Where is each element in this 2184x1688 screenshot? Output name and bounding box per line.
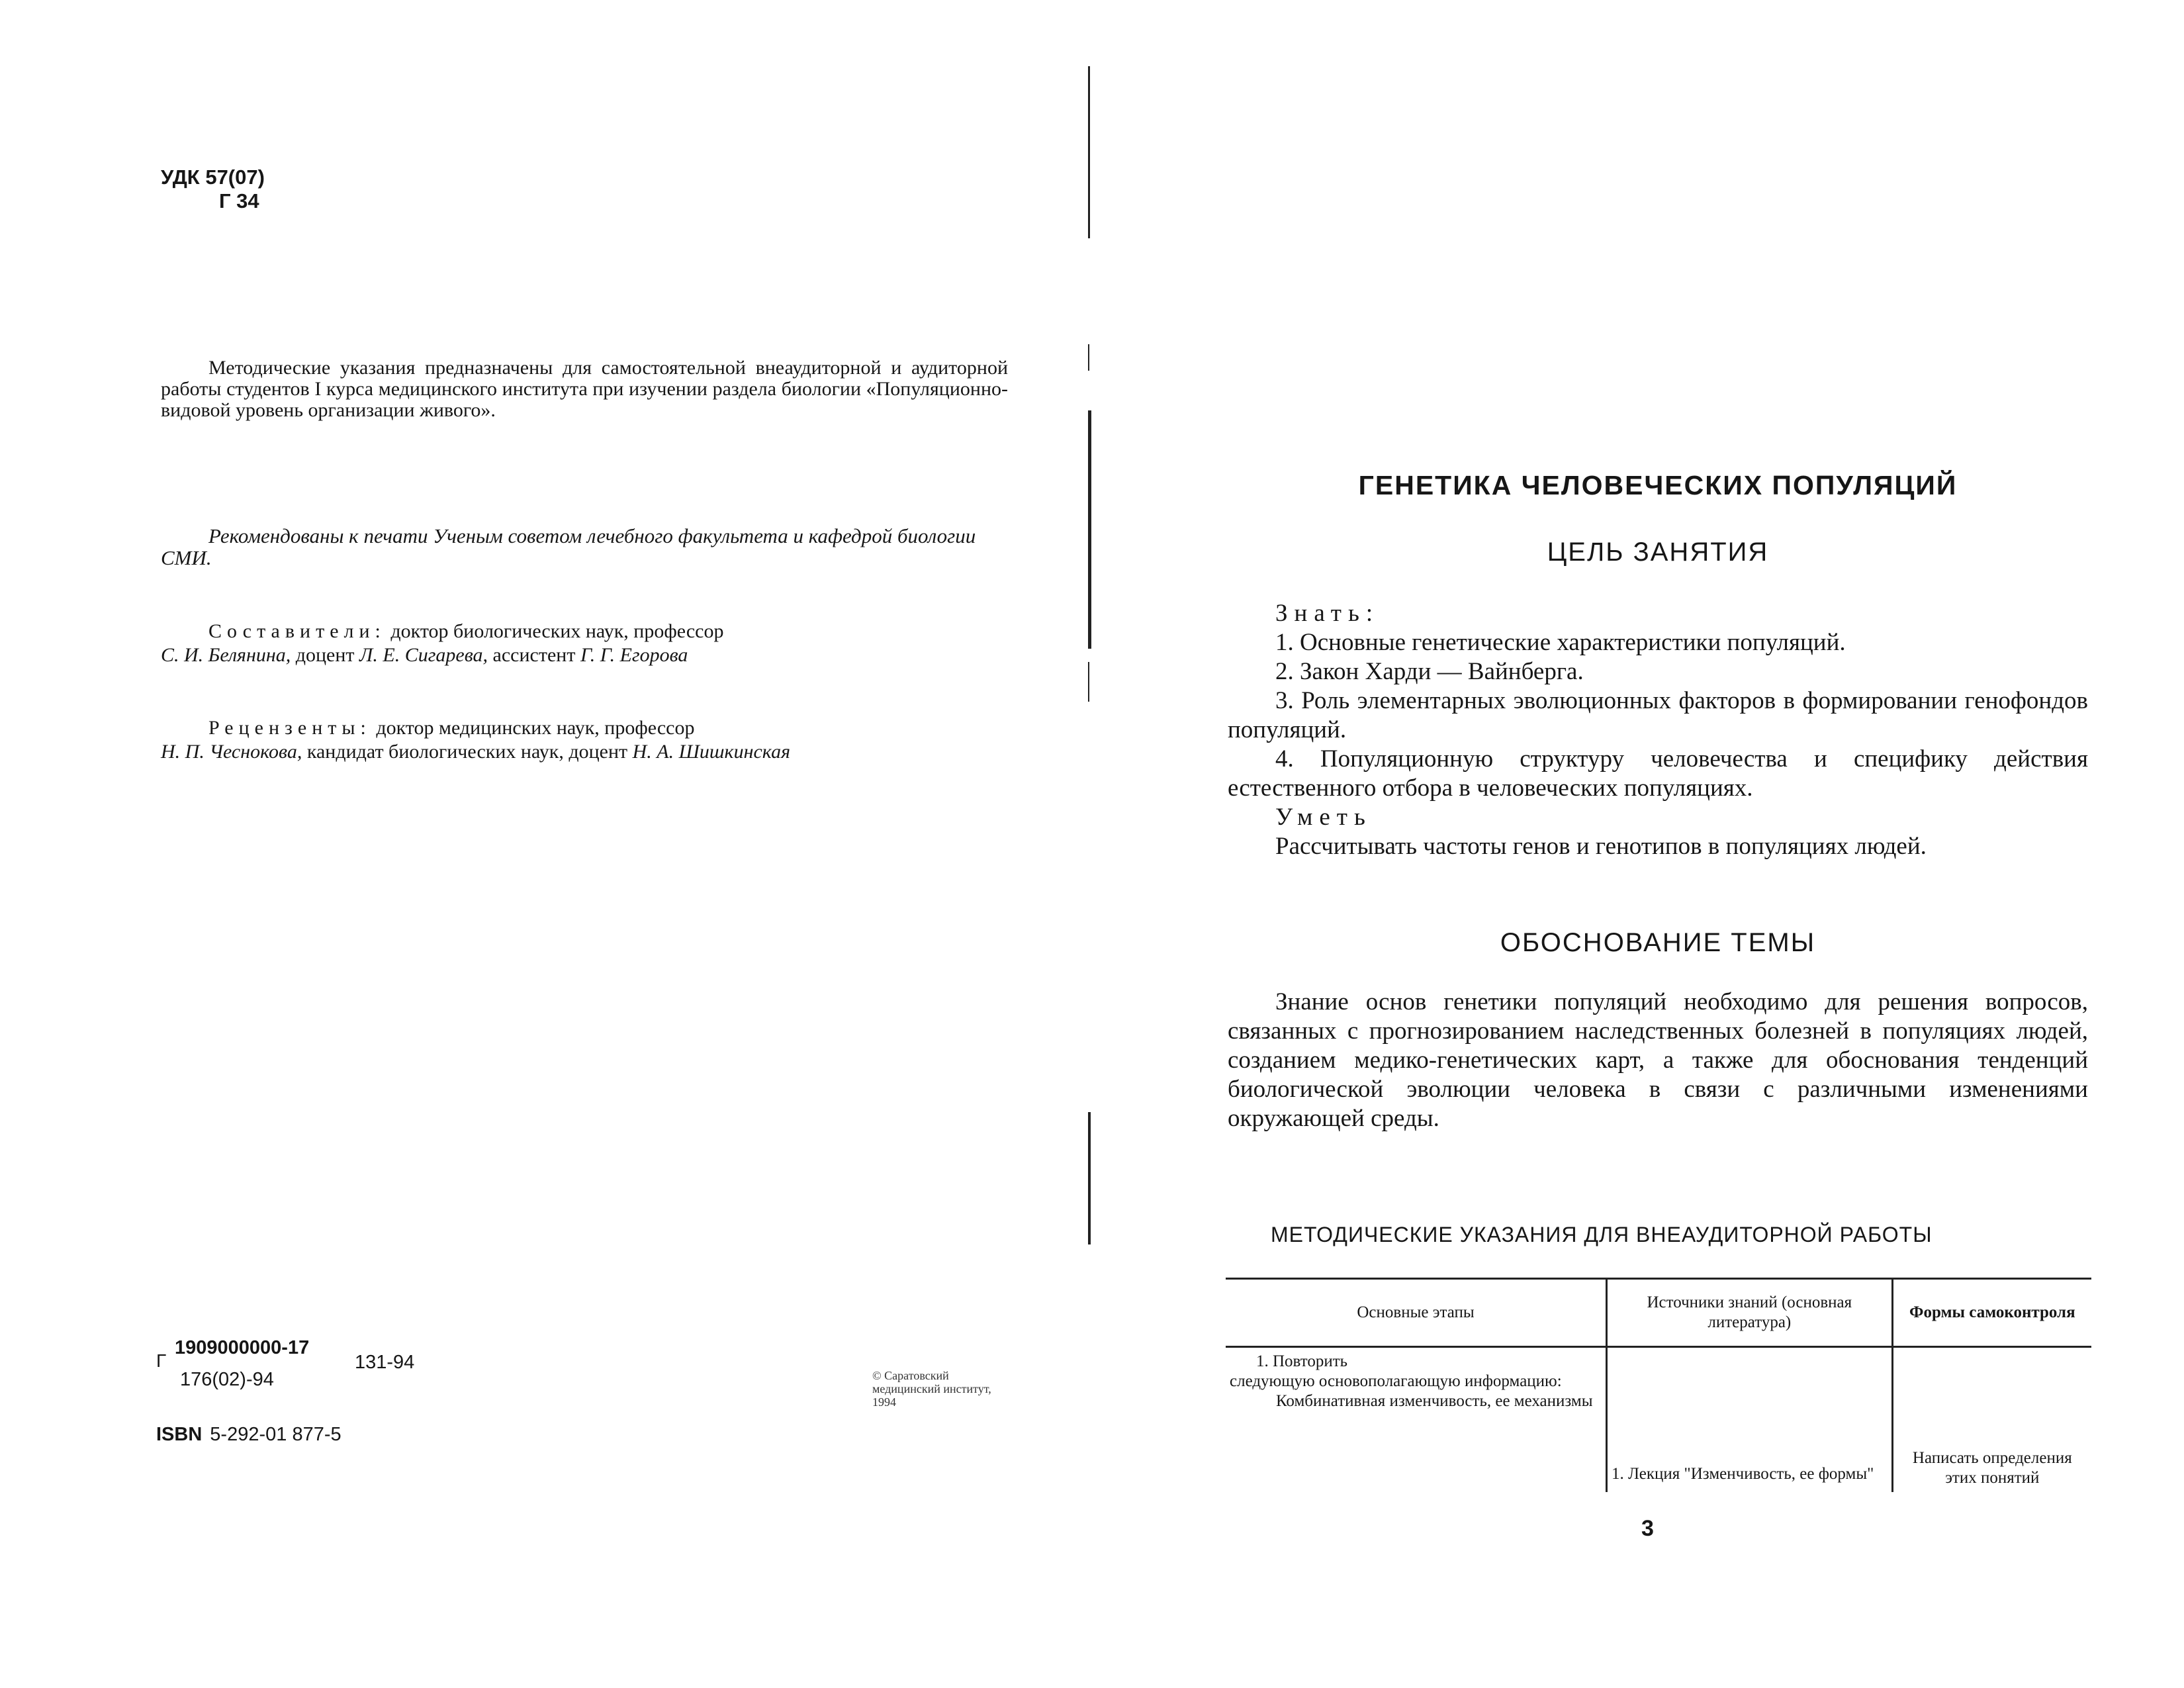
compiler-role-3: ассистент bbox=[492, 644, 576, 666]
know-item-2: 2. Закон Харди — Вайнберга. bbox=[1275, 658, 1584, 685]
page-number: 3 bbox=[1641, 1516, 1654, 1541]
isbn-label: ISBN bbox=[156, 1424, 203, 1445]
copyright-note: © Саратовский медицинский институт, 1994 bbox=[872, 1369, 991, 1409]
page-title: ГЕНЕТИКА ЧЕЛОВЕЧЕСКИХ ПОПУЛЯЦИЙ bbox=[1358, 470, 1958, 500]
know-item-1: 1. Основные генетические характеристики популяций. bbox=[1275, 629, 1846, 656]
udk-classification bbox=[161, 165, 265, 213]
header-sources: Источники знаний (основная литература) bbox=[1607, 1279, 1893, 1347]
catalog-numerator: 1909000000-17 bbox=[175, 1337, 310, 1358]
table-header-row bbox=[1226, 1279, 2091, 1347]
stages-table bbox=[1226, 1278, 2091, 1492]
can-text: Рассчитывать частоты генов и генотипов в популяциях людей. bbox=[1275, 833, 1927, 860]
stage-line-3: Комбинативная изменчивость, ее механизмы bbox=[1276, 1392, 1593, 1410]
compiler-name-2: Л. Е. Сигарева, bbox=[359, 644, 488, 666]
isbn bbox=[156, 1424, 341, 1446]
compiler-name-3: Г. Г. Егорова bbox=[580, 644, 688, 666]
can-label: Уметь bbox=[1275, 804, 1372, 831]
compiler-name-1: С. И. Белянина, bbox=[161, 644, 291, 666]
catalog-denominator: 176(02)-94 bbox=[180, 1369, 274, 1390]
isbn-value: 5-292-01 877-5 bbox=[210, 1424, 341, 1445]
know-item-4: 4. Популяционную структуру человечества и специфику действия естественного отбора в человеческих популяциях. bbox=[1228, 745, 2088, 802]
goals-block bbox=[1228, 599, 2088, 861]
header-self-control: Формы самоконтроля bbox=[1892, 1279, 2091, 1347]
author-sign-code: Г 34 bbox=[219, 189, 259, 212]
stage-line-1: 1. Повторить bbox=[1256, 1352, 1348, 1370]
catalog-suffix: 131-94 bbox=[355, 1352, 415, 1373]
udk-code: УДК 57(07) bbox=[161, 165, 265, 189]
compilers-line1: доктор биологических наук, профессор bbox=[390, 620, 724, 642]
goal-heading: ЦЕЛЬ ЗАНЯТИЯ bbox=[1547, 538, 1769, 567]
compiler-role-2: доцент bbox=[295, 644, 355, 666]
method-heading: МЕТОДИЧЕСКИЕ УКАЗАНИЯ ДЛЯ ВНЕАУДИТОРНОЙ РАБОТЫ bbox=[1271, 1223, 1933, 1246]
control-cell: Написать определения этих понятий bbox=[1892, 1347, 2091, 1493]
recommendation-text: Рекомендованы к печати Ученым советом лечебного факультета и кафедрой биологии СМИ. bbox=[161, 524, 976, 569]
know-label: Знать: bbox=[1275, 600, 1380, 627]
page-fold-line bbox=[1088, 66, 1090, 1244]
reviewer-role-2: кандидат биологических наук, доцент bbox=[306, 741, 628, 763]
annotation-text: Методические указания предназначены для самостоятельной внеаудиторной и аудиторной работы студентов I курса медицинского института при изучении раздела биологии «Популяционно-видовой уровень организации живого». bbox=[161, 357, 1008, 421]
stage-cell bbox=[1226, 1347, 1607, 1493]
header-stages: Основные этапы bbox=[1226, 1279, 1607, 1347]
know-item-3: 3. Роль элементарных эволюционных факторов в формировании генофондов популяций. bbox=[1228, 687, 2088, 743]
table-row bbox=[1226, 1347, 2091, 1493]
reviewer-name-1: Н. П. Чеснокова, bbox=[161, 741, 302, 763]
compilers-label: Составители: bbox=[208, 620, 386, 642]
basis-text: Знание основ генетики популяций необходимо для решения вопросов, связанных с прогнозированием наследственных болезней в популяциях людей, созданием медико-генетических карт, а также для обоснования тенденций биологической эволюции человека в связи с различными изменениями окружающей среды. bbox=[1228, 988, 2088, 1132]
reviewers-label: Рецензенты: bbox=[208, 717, 371, 739]
reviewer-name-2: Н. А. Шишкинская bbox=[632, 741, 791, 763]
basis-heading: ОБОСНОВАНИЕ ТЕМЫ bbox=[1500, 928, 1816, 957]
reviewers-line1: доктор медицинских наук, профессор bbox=[376, 717, 695, 739]
source-cell: 1. Лекция "Изменчивость, ее формы" bbox=[1607, 1347, 1893, 1493]
compilers-block bbox=[161, 620, 1021, 667]
stage-line-2: следующую основополагающую информацию: bbox=[1230, 1372, 1562, 1390]
catalog-prefix: Г bbox=[156, 1350, 167, 1371]
reviewers-block bbox=[161, 716, 1021, 764]
